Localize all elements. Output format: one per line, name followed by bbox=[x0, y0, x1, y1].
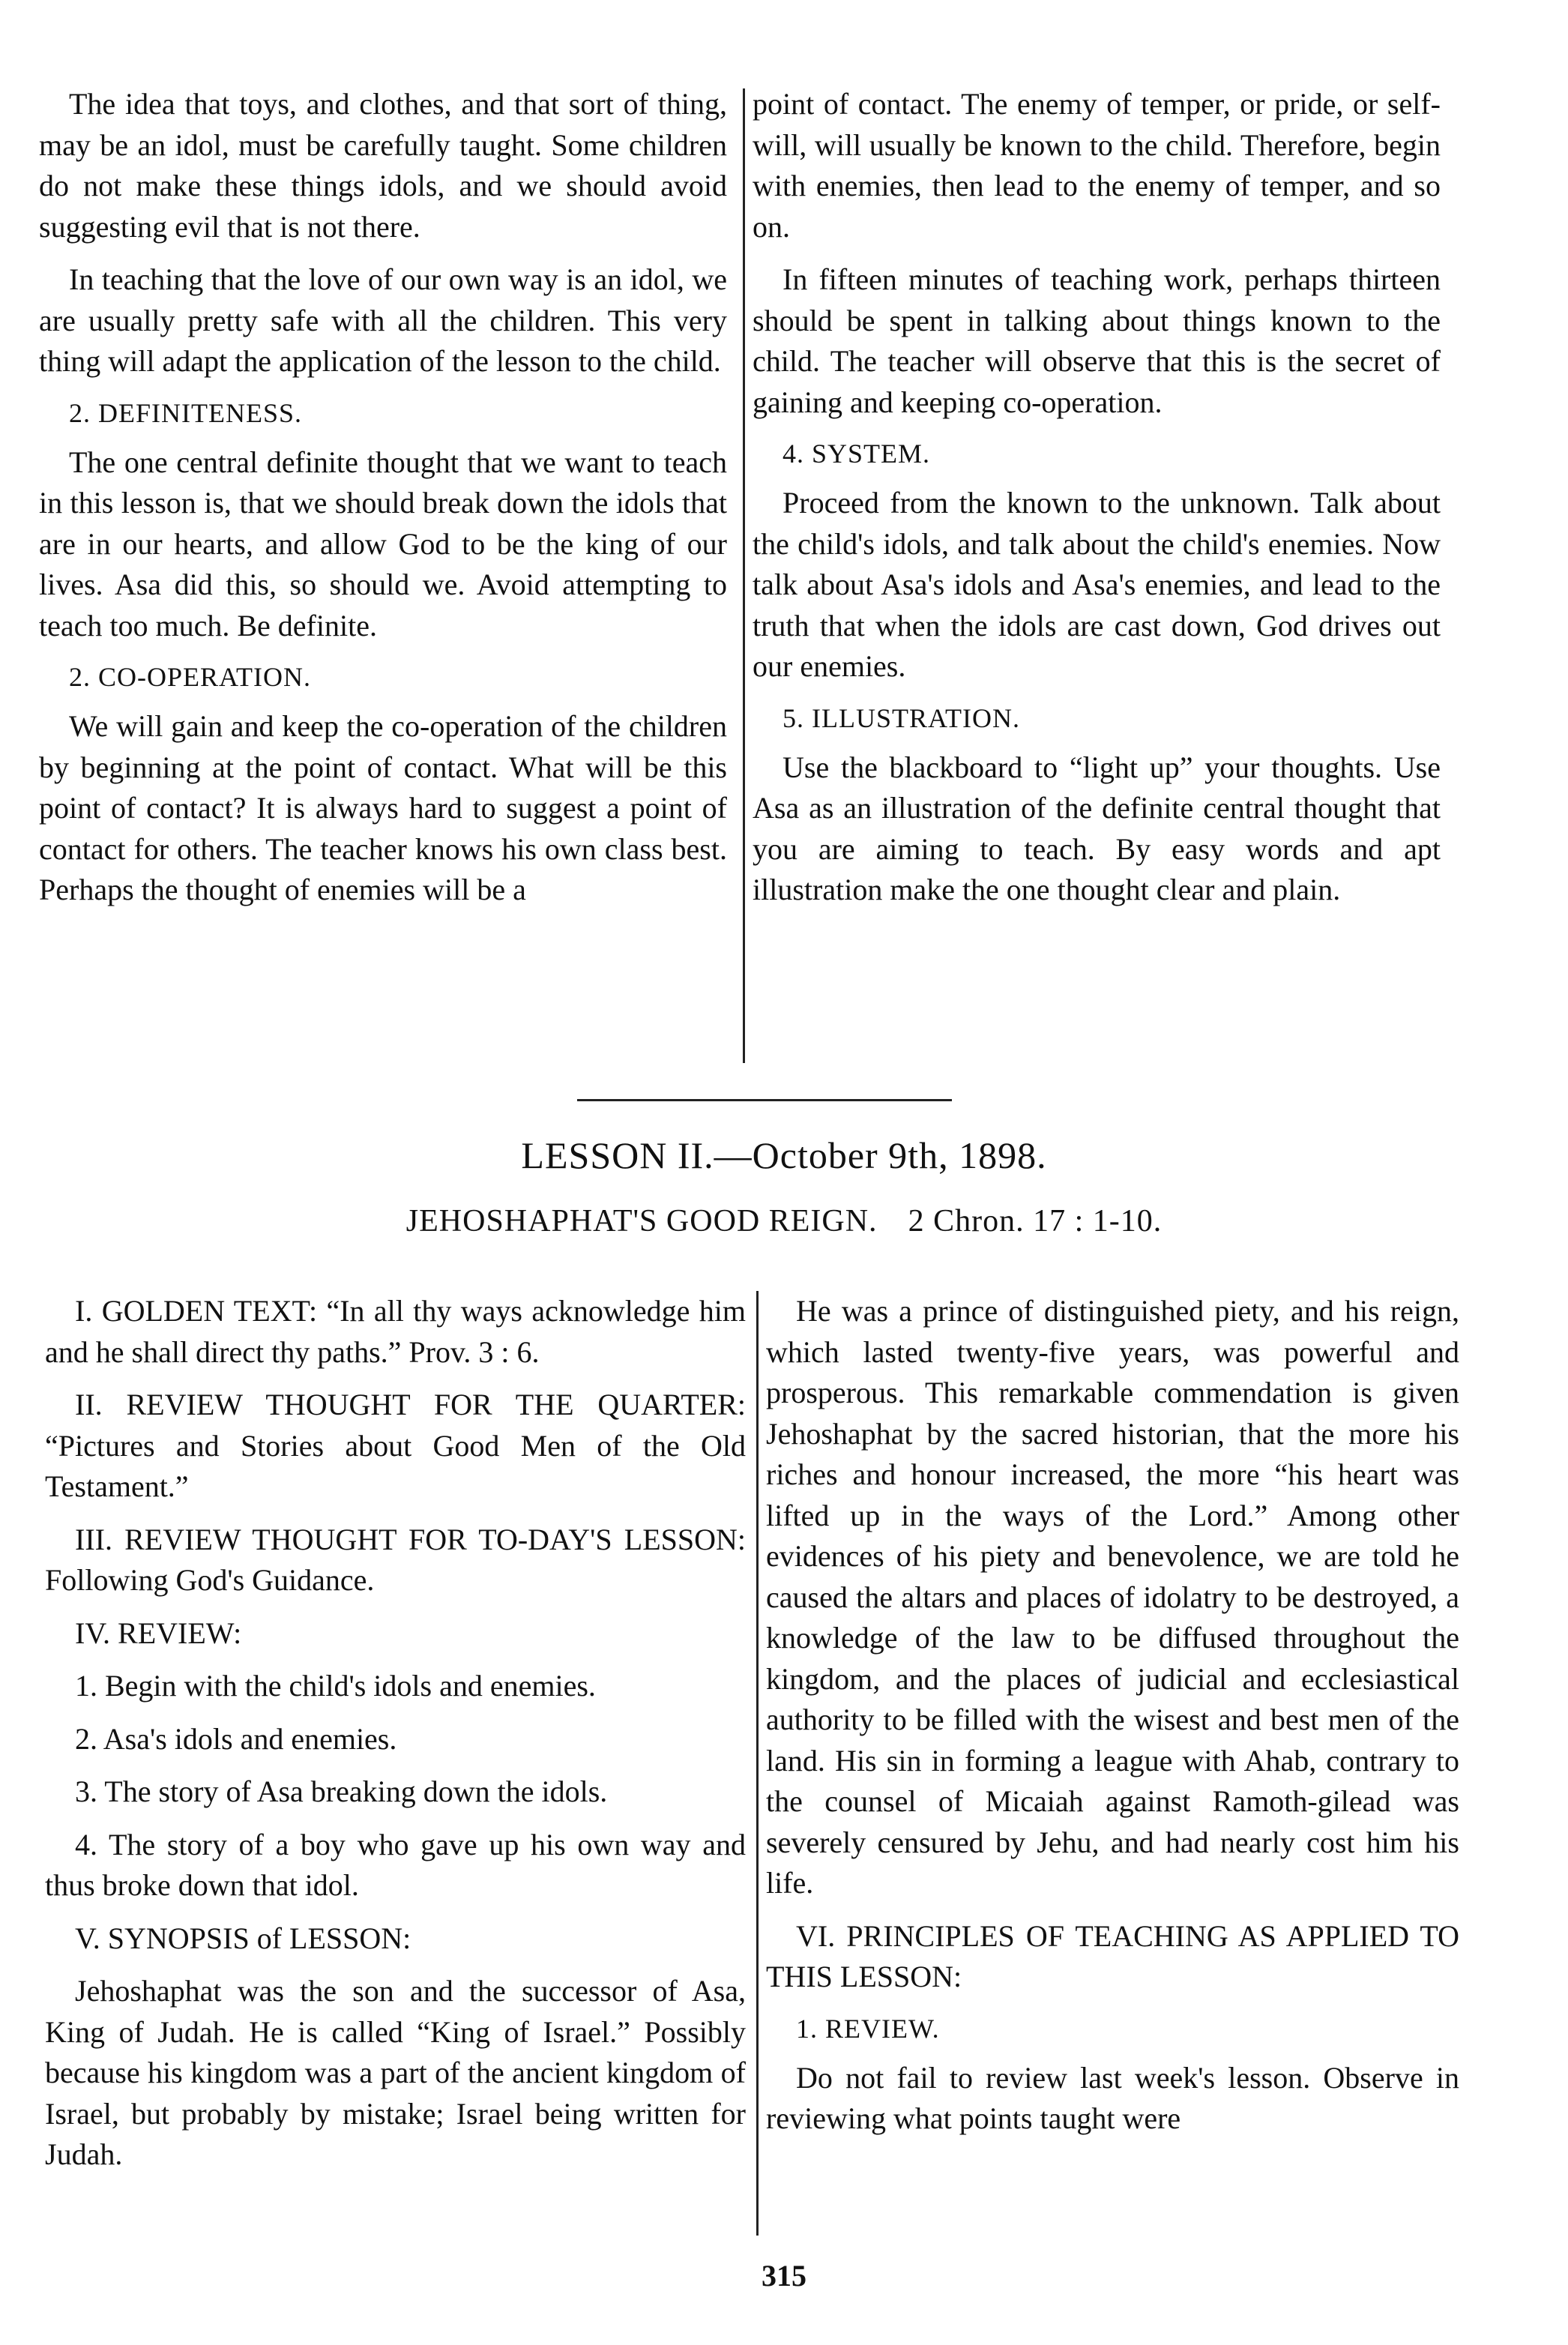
paragraph: III. REVIEW THOUGHT FOR TO-DAY'S LESSON: Following God's Guidance. bbox=[45, 1522, 746, 1597]
lesson-title: LESSON II.—October 9th, 1898. bbox=[521, 1134, 1047, 1176]
paragraph: Use the blackboard to “light up” your thoughts. Use Asa as an illustration of the definite central thought that you are aiming to teach. By easy words and apt illustration make the one thought clear and plain. bbox=[753, 750, 1441, 906]
paragraph: Jehoshaphat was the son and the successor of Asa, King of Judah. He is called “King of Israel.” Possibly because his kingdom was a part of the ancient kingdom of Israel, but probably by mistake; Israel being written for Judah. bbox=[45, 1974, 746, 2171]
paragraph: In teaching that the love of our own way is an idol, we are usually pretty safe with all the children. This very thing will adapt the application of the lesson to the child. bbox=[39, 262, 727, 378]
paragraph: 4. The story of a boy who gave up his own way and thus broke down that idol. bbox=[45, 1827, 746, 1902]
paragraph: We will gain and keep the co-operation of the children by beginning at the point of contact. What will be this point of contact? It is always hard to suggest a point of contact for others. The teacher knows his own class best. Perhaps the thought of enemies will be a bbox=[39, 709, 727, 906]
paragraph: point of contact. The enemy of temper, or pride, or self-will, will usually be known to the child. Therefore, begin with enemies, then lead to the enemy of temper, and so on. bbox=[753, 87, 1441, 244]
paragraph: The idea that toys, and clothes, and that sort of thing, may be an idol, must be carefully taught. Some children do not make these things idols, and we should avoid suggesting evil that is not there. bbox=[39, 87, 727, 244]
paragraph: 2. Asa's idols and enemies. bbox=[75, 1721, 397, 1756]
section-heading: 2. CO-OPERATION. bbox=[69, 662, 312, 692]
paragraph: Proceed from the known to the unknown. Talk about the child's idols, and talk about the child's enemies. Now talk about Asa's idols and Asa's enemies, and lead to the truth that when the idols are cast down, God drives out our enemies. bbox=[753, 486, 1441, 683]
paragraph: 3. The story of Asa breaking down the idols. bbox=[75, 1774, 608, 1808]
paragraph: II. REVIEW THOUGHT FOR THE QUARTER: “Pictures and Stories about Good Men of the Old Testament.” bbox=[45, 1388, 746, 1503]
paragraph: V. SYNOPSIS of LESSON: bbox=[75, 1921, 411, 1955]
page-number: 315 bbox=[762, 2259, 806, 2293]
bottom-right-column bbox=[766, 1291, 1459, 2152]
paragraph: 1. Begin with the child's idols and enemies. bbox=[75, 1669, 596, 1703]
bottom-left-column bbox=[45, 1291, 746, 2188]
top-right-column bbox=[753, 84, 1441, 923]
paragraph: VI. PRINCIPLES OF TEACHING AS APPLIED TO THIS LESSON: bbox=[766, 1918, 1459, 1993]
paragraph: IV. REVIEW: bbox=[75, 1616, 242, 1650]
top-column-divider bbox=[743, 88, 745, 1063]
lesson-subtitle: JEHOSHAPHAT'S GOOD REIGN. bbox=[405, 1204, 878, 1238]
paragraph: The one central definite thought that we want to teach in this lesson is, that we should break down the idols that are in our hearts, and allow God to be the king of our lives. Asa did this, so should we. Avoid attempting to teach too much. Be definite. bbox=[39, 445, 727, 642]
paragraph: He was a prince of distinguished piety, and his reign, which lasted twenty-five years, was powerful and prosperous. This remarkable commendation is given Jehoshaphat by the sacred historian, that the more his riches and honour increased, the more “his heart was lifted up in the ways of the Lord.” Among other evidences of his piety and benevolence, we are told he caused the altars and places of idolatry to be destroyed, a knowledge of the law to be diffused throughout the kingdom, and the places of judicial and ecclesiastical authority to be filled with the wisest and best men of the land. His sin in forming a league with Ahab, contrary to the counsel of Micaiah against Ramoth-gilead was severely censured by Jehu, and had nearly cost him his life. bbox=[766, 1294, 1459, 1900]
section-divider bbox=[577, 1099, 952, 1101]
section-heading: 4. SYSTEM. bbox=[783, 439, 931, 469]
section-heading: 5. ILLUSTRATION. bbox=[783, 702, 1020, 733]
bottom-column-divider bbox=[756, 1291, 759, 2236]
paragraph: I. GOLDEN TEXT: “In all thy ways acknowledge him and he shall direct thy paths.” Prov. 3 : 6. bbox=[45, 1294, 746, 1369]
top-left-column bbox=[39, 84, 727, 923]
paragraph: In fifteen minutes of teaching work, perhaps thirteen should be spent in talking about things known to the child. The teacher will observe that this is the secret of gaining and keeping co-operation. bbox=[753, 262, 1441, 419]
section-heading: 1. REVIEW. bbox=[796, 2013, 940, 2044]
lesson-heading bbox=[0, 1203, 1568, 1239]
scripture-reference: 2 Chron. 17 : 1-10. bbox=[908, 1204, 1163, 1238]
section-heading: 2. DEFINITENESS. bbox=[69, 397, 302, 428]
paragraph: Do not fail to review last week's lesson. Observe in reviewing what points taught were bbox=[766, 2060, 1459, 2135]
